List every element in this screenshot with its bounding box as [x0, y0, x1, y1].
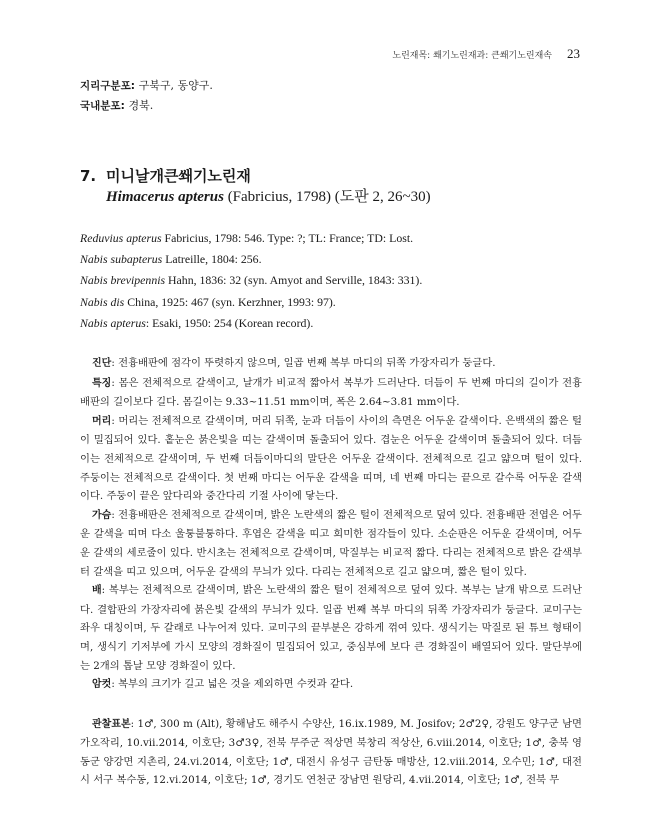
synonym-name: Nabis dis — [80, 294, 125, 309]
features-paragraph — [80, 374, 582, 412]
species-heading — [80, 166, 582, 208]
synonym-reference: China, 1925: 467 (syn. Kerzhner, 1993: 97). — [124, 294, 336, 309]
synonym-entry — [80, 313, 582, 334]
page-number: 23 — [567, 46, 580, 61]
head-label: 머리 — [92, 415, 112, 427]
synonym-entry — [80, 292, 582, 313]
species-description — [80, 354, 582, 695]
synonym-name: Nabis subapterus — [80, 252, 163, 267]
header-title: 노린재목: 쐐기노린재과: 큰쐐기노린재속 — [392, 51, 552, 61]
thorax-label: 가슴 — [92, 509, 112, 521]
synonym-name: Nabis apterus — [80, 315, 146, 330]
species-plate-ref: (도판 2, 26~30) — [334, 189, 431, 205]
head-paragraph — [80, 412, 582, 506]
species-author: (Fabricius, 1798) — [227, 189, 332, 205]
synonym-entry — [80, 270, 582, 291]
abdomen-text: : 복부는 전체적으로 갈색이며, 밝은 노란색의 짧은 털이 전체적으로 덮여 있다. 복부는 날개 밖으로 드러난다. 결합판의 가장자리에 붉은빛 갈색의 무늬가 있다. 일곱 번째 복부 마디의 뒤쪽 가장자리가 둥글다. 교미구는 좌우 대칭이며, 두 갈래로 나누어져 있다. 교미구의 끝부분은 강하게 꺾여 있다. 생식기는 막질로 된 튜브 형태이며, 생식기 기저부에 가시 모양의 경화질이 밀집되어 있고, 중심부에 보다 큰 경화질이 배열되어 있다. 말단부에는 2개의 톱날 모양 경화질이 있다. — [80, 584, 582, 672]
synonym-entry — [80, 228, 582, 249]
female-text: : 복부의 크기가 길고 넓은 것을 제외하면 수컷과 같다. — [111, 678, 354, 691]
head-text: : 머리는 전체적으로 갈색이며, 머리 뒤쪽, 눈과 더듬이 사이의 측면은 어두운 갈색이다. 은백색의 짧은 털이 밀집되어 있다. 홑눈은 붉은빛을 띠는 갈색이며 돌출되어 있다. 겹눈은 어두운 갈색이며 돌출되어 있다. 더듬이는 전체적으로 갈색이며, 두 번째 더듬이마디의 말단은 어두운 갈색이다. 전체적으로 길고 얇으며 털이 있다. 주둥이는 전체적으로 갈색이다. 첫 번째 마디는 어두운 갈색을 띠며, 네 번째 마디는 끝으로 갈수록 어두운 갈색이다. 주둥이 끝은 앞다리와 중간다리 기절 사이에 닿는다. — [80, 414, 582, 503]
synonym-reference: Latreille, 1804: 256. — [162, 252, 262, 267]
species-number: 7. — [80, 167, 97, 185]
abdomen-label: 배 — [92, 585, 102, 597]
material-examined-label: 관찰표본 — [92, 718, 131, 730]
synonym-reference: : Esaki, 1950: 254 (Korean record). — [145, 315, 314, 330]
abdomen-paragraph — [80, 581, 582, 675]
thorax-text: : 전흉배판은 전체적으로 갈색이며, 밝은 노란색의 짧은 털이 전체적으로 덮여 있다. 전흉배판 전엽은 어두운 갈색을 띠며 다소 울퉁불퉁하다. 후엽은 갈색을 띠고 희미한 점각들이 있다. 소순판은 어두운 갈색이며, 어두운 갈색의 세로줄이 있다. 반시초는 전체적으로 갈색이며, 막질부는 비교적 짧다. 다리는 전체적으로 밝은 갈색부터 갈색을 띠고 있으며, 어두운 갈색의 무늬가 있다. 다리는 전체적으로 길고 얇으며, 짧은 털이 있다. — [80, 508, 582, 578]
species-scientific-name: Himacerus apterus — [106, 189, 224, 205]
material-examined-text: : 1♂, 300 m (Alt), 황해남도 해주시 수양산, 16.ix.1989, M. Josifov; 2♂2♀, 강원도 양구군 남면 가오작리, 10.vii.2014, 이호단; 3♂3♀, 전북 무주군 적상면 북창리 적상산, 6.viii.2014, 이호단; 1♂, 충북 영동군 양강면 지촌리, 24.vi.2014, 이호단; 1♂, 대전시 유성구 금탄동 매방산, 12.viii.2014, 오수민; 1♂, 대전시 서구 복수동, 12.vi.2014, 이호단; 1♂, 경기도 연천군 장남면 원당리, 4.vii.2014, 이호단; 1♂, 전북 무 — [80, 717, 582, 787]
features-text: : 몸은 전체적으로 갈색이고, 날개가 비교적 짧아서 복부가 드러난다. 더듬이 두 번째 마디의 길이가 전흉배판의 길이보다 길다. 몸길이는 9.33~11.51 mm이며, 폭은 2.64~3.81 mm이다. — [80, 376, 582, 409]
regional-distribution-label: 지리구분포 — [80, 80, 131, 92]
content-body — [80, 76, 582, 790]
regional-distribution: 지리구분포: 구북구, 동양구. — [80, 79, 213, 92]
domestic-distribution: 국내분포: 경북. — [80, 99, 154, 112]
diagnosis-paragraph — [80, 354, 582, 374]
synonym-name: Nabis brevipennis — [80, 273, 166, 288]
diagnosis-text: : 전흉배판에 점각이 뚜렷하지 않으며, 일곱 번째 복부 마디의 뒤쪽 가장자리가 둥글다. — [111, 357, 496, 370]
material-examined — [80, 715, 582, 790]
diagnosis-label: 진단 — [92, 358, 112, 370]
thorax-paragraph — [80, 506, 582, 581]
species-korean-name: 미니날개큰쐐기노린재 — [106, 167, 251, 185]
synonym-reference: Fabricius, 1798: 546. Type: ?; TL: France; TD: Lost. — [161, 231, 414, 245]
synonym-name: Reduvius apterus — [80, 231, 162, 245]
female-paragraph — [80, 675, 582, 695]
regional-distribution-value: 구북구, 동양구. — [138, 79, 213, 92]
synonym-list — [80, 228, 582, 334]
domestic-distribution-label: 국내분포 — [80, 100, 121, 112]
domestic-distribution-value: 경북. — [128, 99, 154, 112]
features-label: 특징 — [92, 377, 112, 389]
synonym-entry — [80, 249, 582, 270]
female-label: 암컷 — [92, 679, 112, 691]
synonym-reference: Hahn, 1836: 32 (syn. Amyot and Serville, 1843: 331). — [165, 273, 423, 288]
